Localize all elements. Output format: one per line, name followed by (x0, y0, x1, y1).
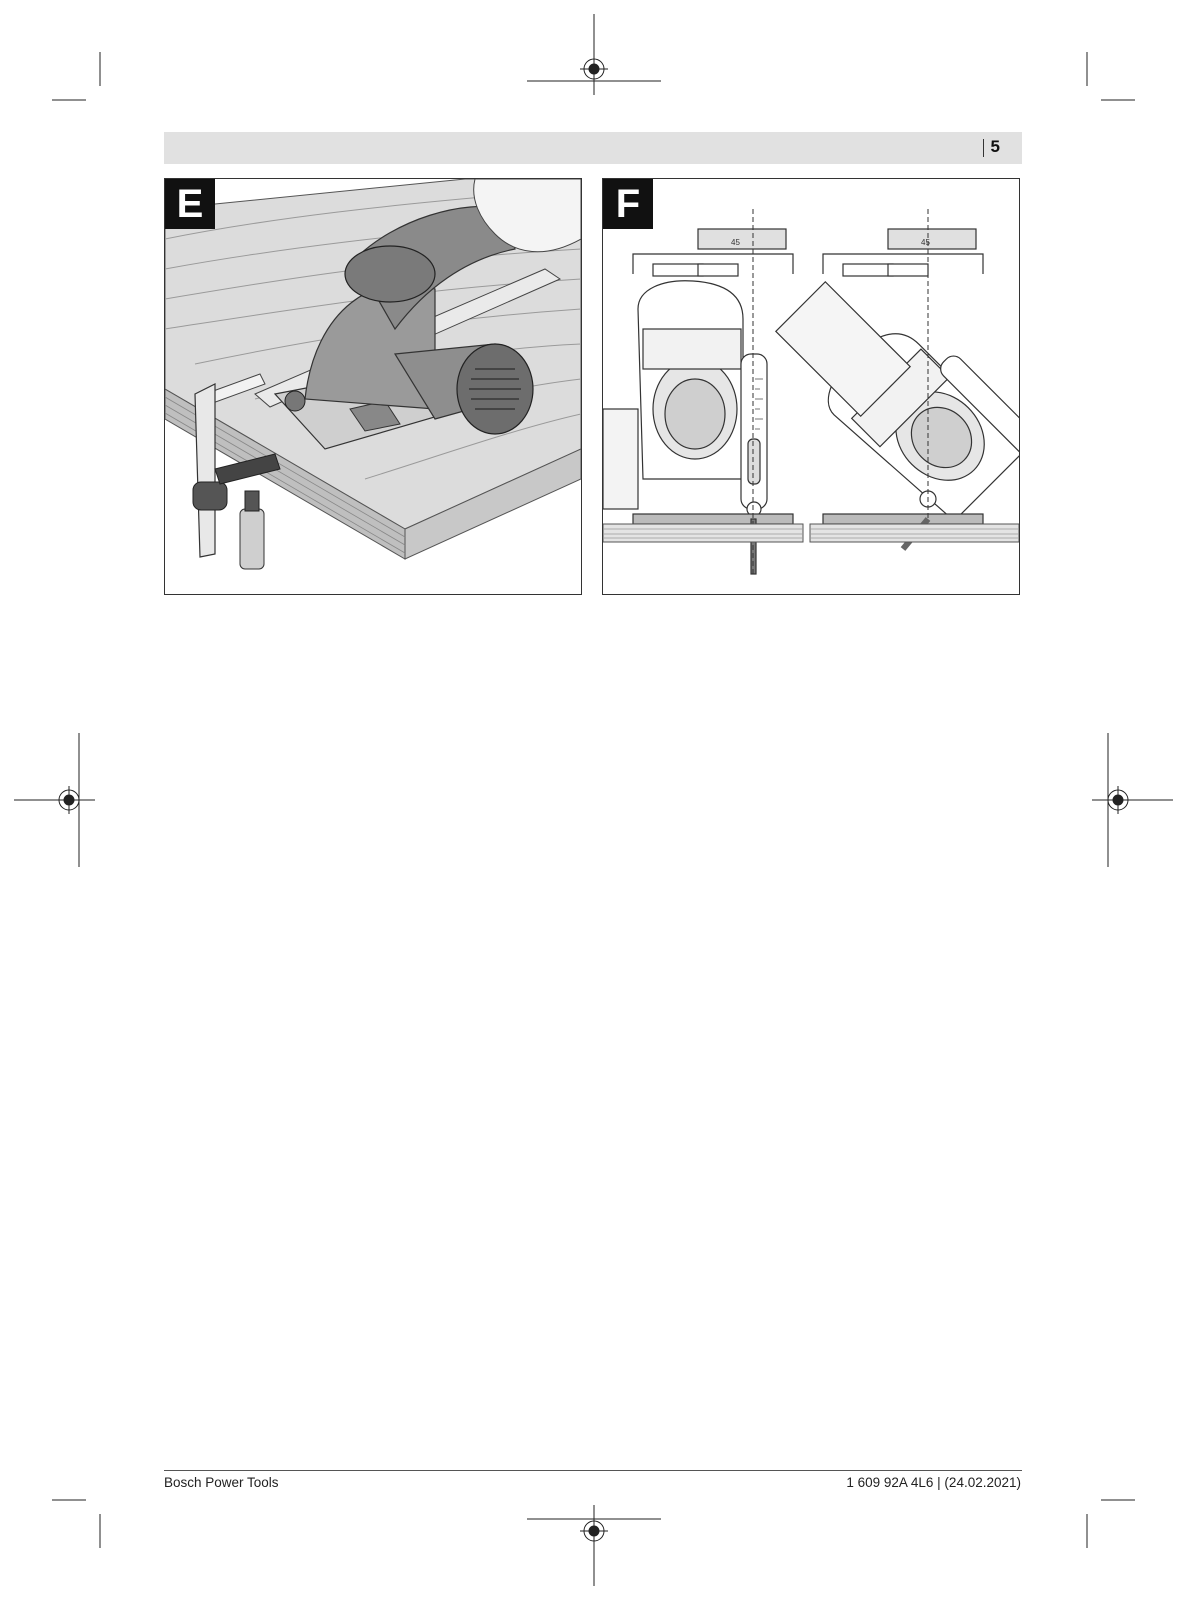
figure-e-label: E (165, 179, 215, 229)
bevel-angle-illustration (603, 179, 1019, 594)
figure-f (602, 178, 1020, 595)
circular-saw-clamping-illustration (165, 179, 581, 594)
scale-marking-right: 45 (921, 238, 930, 247)
footer-brand: Bosch Power Tools (164, 1475, 279, 1490)
footer-document-id: 1 609 92A 4L6 | (24.02.2021) (846, 1475, 1021, 1490)
figure-f-label: F (603, 179, 653, 229)
header-band (164, 132, 1022, 164)
footer-rule (164, 1470, 1022, 1471)
page-number-separator (983, 139, 984, 157)
page-number: 5 (990, 137, 1000, 156)
scale-marking-left: 45 (731, 238, 740, 247)
figure-e (164, 178, 582, 595)
